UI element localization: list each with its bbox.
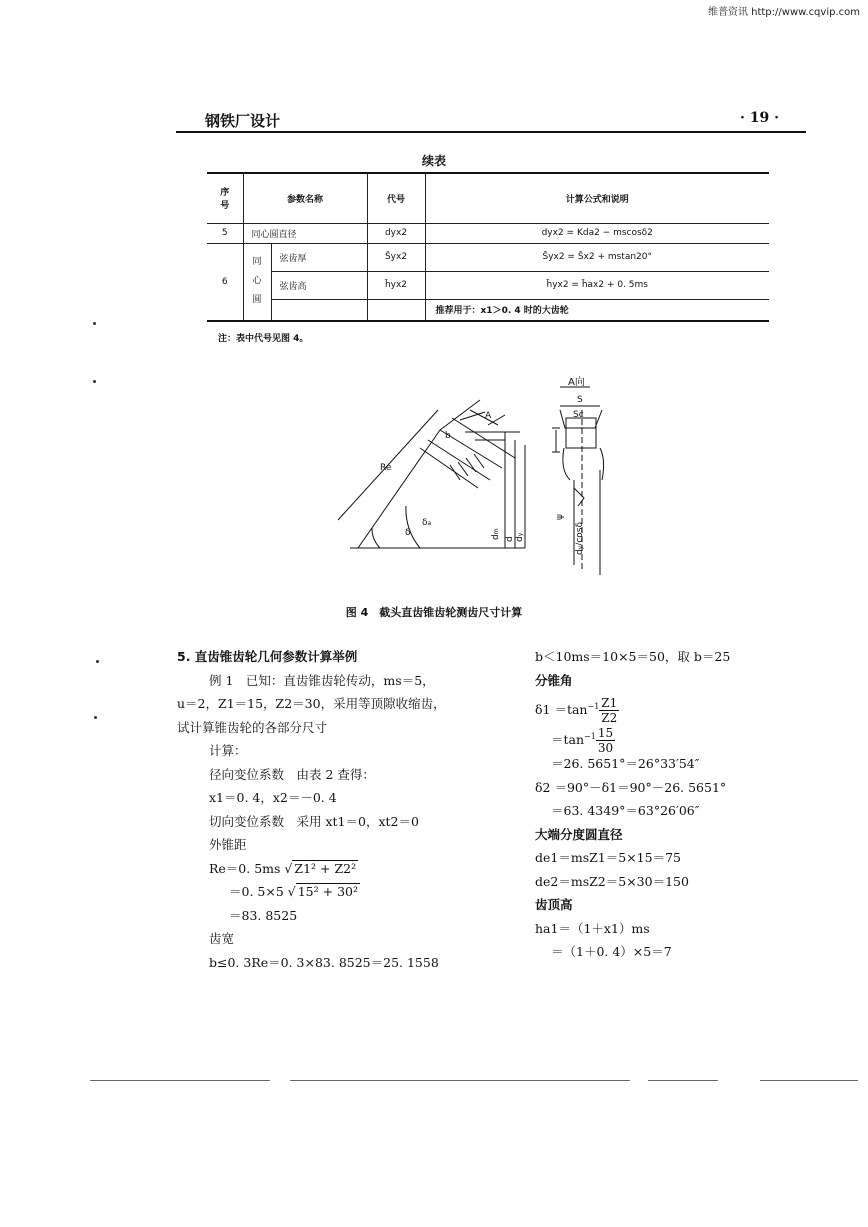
svg-text:δa: δa: [422, 518, 432, 528]
cell-formula: S̄yx2 = S̄x2 + mstan20°: [425, 243, 769, 271]
cell-formula: 推荐用于：x1＞0. 4 时的大齿轮: [425, 299, 769, 321]
table-header-row: [207, 173, 769, 223]
radial-shift: 径向变位系数 由表 2 查得：: [209, 766, 375, 782]
continued-table: [207, 172, 769, 322]
table-row: [207, 271, 769, 299]
example-line: u＝2，Z1＝15，Z2＝30，采用等顶隙收缩齿，: [177, 696, 446, 711]
view-label: A向: [568, 377, 585, 388]
gear-figure: [320, 370, 620, 580]
ha1-formula: ha1＝（1＋x1）ms: [535, 920, 650, 936]
delta1-subst: $=\tan^{-1}$ $\frac{15}{30}$: [551, 726, 614, 756]
pitch-diameter-label: 大端分度圆直径: [535, 826, 623, 842]
scan-line: [760, 1080, 858, 1081]
re-label: Re: [380, 463, 392, 473]
delta1-value: ＝26. 5651°＝26°33′54″: [551, 756, 700, 771]
header-rule: [176, 131, 806, 133]
cell-formula: h̄yx2 = h̄ax2 + 0. 5ms: [425, 271, 769, 299]
example-line: 试计算锥齿轮的各部分尺寸: [177, 719, 328, 735]
svg-text:ψ: ψ: [555, 514, 565, 520]
tangential-shift: 切向变位系数 采用 xt1＝0，xt2＝0: [209, 813, 419, 829]
scan-line: [648, 1080, 718, 1081]
face-width-value: b≤0. 3Re＝0. 3×83. 8525＝25. 1558: [209, 954, 439, 970]
page-number: · 19 ·: [740, 110, 779, 126]
delta1-formula: $\delta 1 =\tan^{-1}$ $\frac{Z1}{Z2}$: [535, 696, 618, 726]
scan-dot: [93, 380, 96, 383]
addendum-label: 齿顶高: [535, 897, 573, 912]
cell-param: 同心圆直径: [243, 223, 367, 243]
de2-value: de2＝msZ2＝5×30＝150: [535, 873, 689, 889]
table-row: [207, 223, 769, 243]
header-seq: 序 号: [207, 173, 243, 223]
calc-label: 计算：: [209, 743, 247, 758]
svg-text:δ: δ: [405, 528, 411, 538]
cone-distance-label: 外锥距: [209, 837, 247, 852]
journal-title: 钢铁厂设计: [205, 112, 281, 130]
scan-line: [290, 1080, 630, 1081]
cell-seq: 6: [207, 243, 243, 321]
svg-text:d: d: [505, 536, 515, 542]
face-width-label: 齿宽: [209, 931, 235, 946]
table-row: [207, 299, 769, 321]
cone-distance-subst: ＝0. 5×5 √ 15² + 30²: [229, 884, 358, 899]
svg-text:dm: dm: [491, 528, 501, 540]
section-heading: 5. 直齿锥齿轮几何参数计算举例: [177, 649, 358, 664]
example-line: 例 1 已知：直齿锥齿轮传动，ms＝5，: [209, 672, 435, 688]
scan-dot: [93, 322, 96, 325]
cone-line: [358, 430, 440, 548]
header-code: 代号: [367, 173, 425, 223]
left-column: [177, 645, 477, 974]
scan-dot: [94, 716, 97, 719]
cell-formula: dyx2 = Kda2 − mscosδ2: [425, 223, 769, 243]
watermark: 维普资讯 http://www.cqvip.com: [707, 7, 860, 18]
cell-code: S̄yx2: [367, 243, 425, 271]
pitch-angle-label: 分锥角: [535, 672, 573, 688]
cell-code: dyx2: [367, 223, 425, 243]
cone-distance-value: ＝83. 8525: [229, 907, 298, 923]
cell-seq: 5: [207, 223, 243, 243]
right-column: [535, 645, 835, 964]
de1-value: de1＝msZ1＝5×15＝75: [535, 850, 681, 865]
cell-param: 弦齿高: [271, 271, 367, 299]
delta2-formula: δ2 ＝90°－δ1＝90°－26. 5651°: [535, 779, 727, 795]
a-label: A: [485, 411, 492, 421]
cone-distance-formula: Re＝0. 5ms √ Z1² + Z2²: [209, 860, 357, 876]
svg-text:dy/cosδ: dy/cosδ: [575, 522, 585, 555]
s-label: S: [577, 395, 583, 405]
delta2-value: ＝63. 4349°＝63°26′06″: [551, 803, 700, 818]
scan-dot: [96, 660, 99, 663]
width-choice: b＜10ms＝10×5＝50，取 b＝25: [535, 649, 731, 664]
ha1-value: ＝（1＋0. 4）×5＝7: [551, 944, 672, 959]
header-formula: 计算公式和说明: [425, 173, 769, 223]
radial-shift-value: x1＝0. 4，x2＝－0. 4: [209, 790, 337, 805]
table-title: 续表: [421, 154, 446, 168]
cell-group: 同 心 圆: [243, 243, 271, 321]
scan-line: [90, 1080, 270, 1081]
sc-label: Sc: [573, 410, 584, 420]
table-row: [207, 243, 769, 271]
cell-code: h̄yx2: [367, 271, 425, 299]
cell-param: 弦齿厚: [271, 243, 367, 271]
table-note: 注：表中代号见图 4。: [218, 334, 309, 344]
b-label: b: [445, 431, 451, 441]
header-param: 参数名称: [243, 173, 367, 223]
figure-caption: 图 4 截头直齿锥齿轮测齿尺寸计算: [345, 606, 523, 619]
svg-text:dy: dy: [515, 532, 525, 542]
